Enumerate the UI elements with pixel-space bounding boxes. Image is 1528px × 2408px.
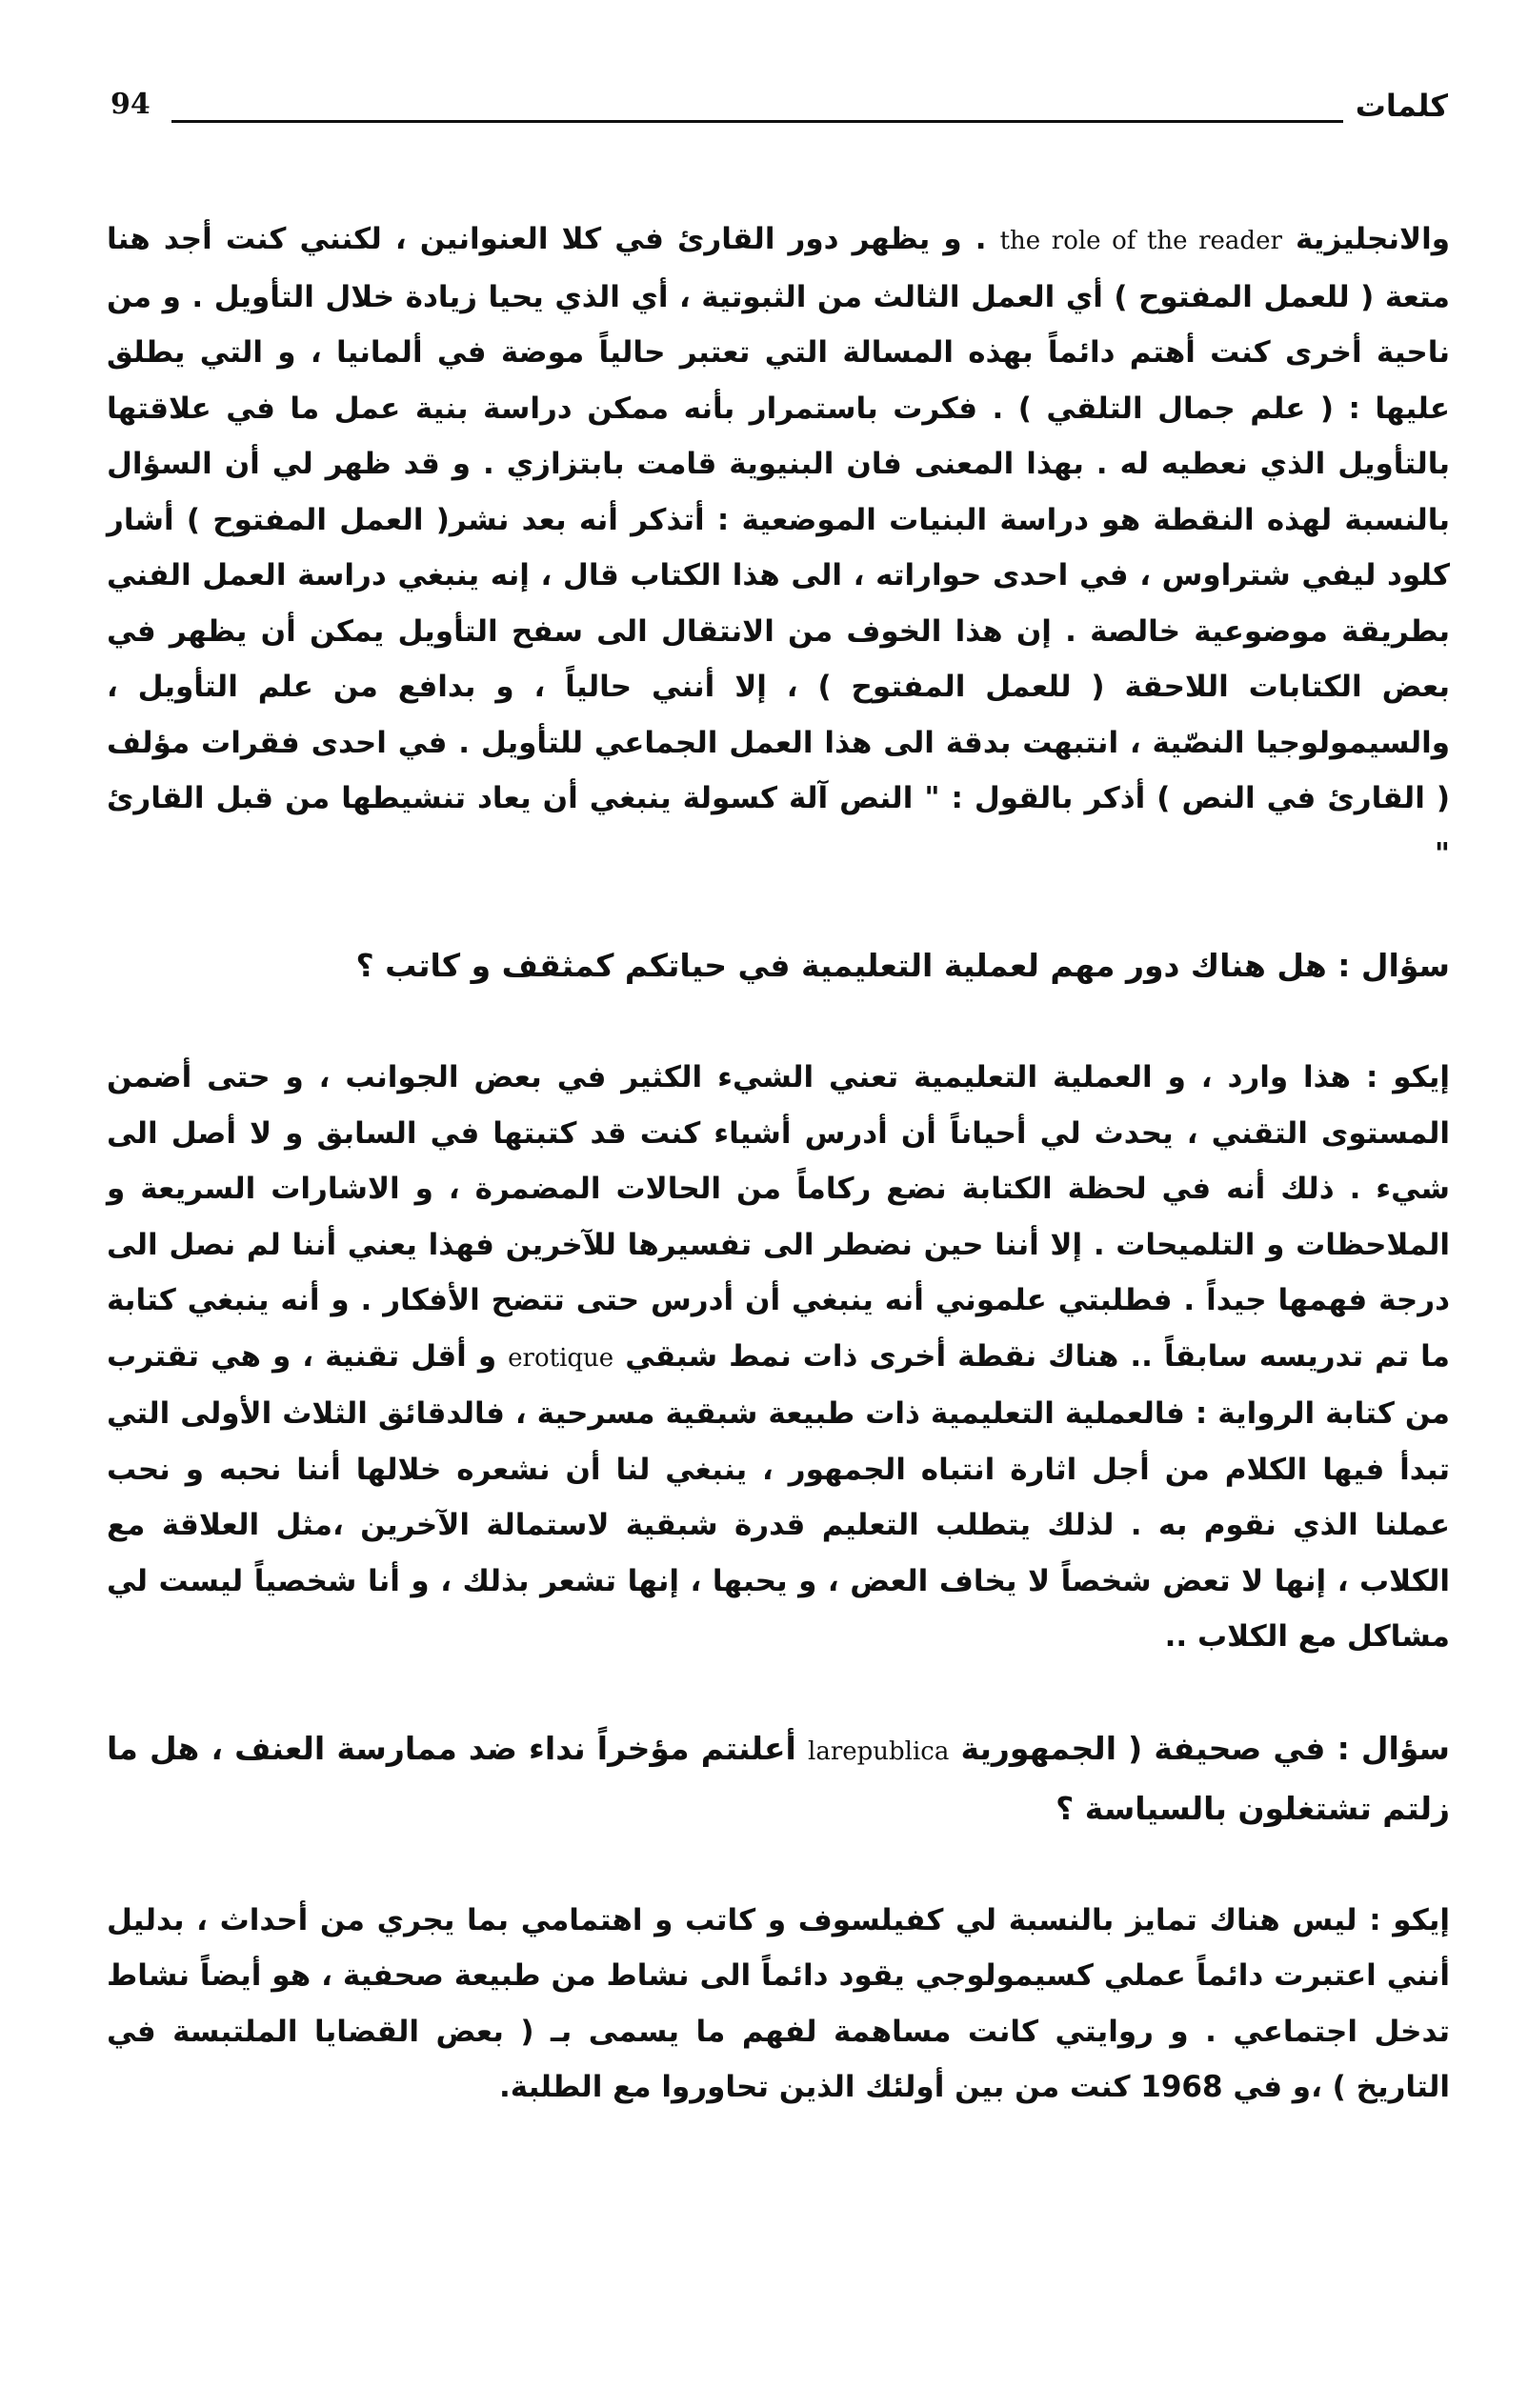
- paragraph-gap: [107, 882, 1450, 937]
- running-header: [105, 88, 1448, 135]
- answer-1-start: إيكو : هذا وارد ، و العملية التعليمية تعني الشيء الكثير في بعض الجوانب ، و حتى أضمن المستوى التقني ، يحدث لي أحياناً أن أدرس أشياء كنت قد كتبتها في السابق و لا أصل الى شيء . ذلك أنه في لحظة الكتابة نضع ركاماً من الحالات المضمرة ، و الاشارات السريعة و الملاحظات و التلميحات . إلا أننا حين نضطر الى تفسيرها للآخرين فهذا يعني أننا لم نصل الى درجة فهمها جيداً . فطلبتي علموني أنه ينبغي أن أدرس حتى تتضح الأفكار . و أنه ينبغي كتابة ما تم تدريسه سابقاً .. هناك نقطة أخرى ذات نمط شبقي: [107, 1060, 1451, 1374]
- question-2: [107, 1720, 1450, 1837]
- answer-1-latin-word: erotique: [508, 1343, 614, 1373]
- question-1: سؤال : هل هناك دور مهم لعملية التعليمية في حياتكم كمثقف و كاتب ؟: [355, 947, 1450, 984]
- header-rule: [171, 120, 1343, 123]
- paragraph-gap: [107, 1665, 1450, 1720]
- paragraph-1-start: والانجليزية: [1296, 222, 1450, 256]
- question-2-latin-word: larepublica: [808, 1736, 950, 1766]
- question-2-rest: أعلنتم مؤخراً نداء ضد ممارسة العنف ، هل ما زلتم تشتغلون بالسياسة ؟: [107, 1729, 1450, 1827]
- paragraph-gap: [107, 994, 1450, 1050]
- paragraph-1: [107, 211, 1450, 882]
- answer-2: إيكو : ليس هناك تمايز بالنسبة لي كفيلسوف و كاتب و اهتمامي بما يجري من أحداث ، بدليل أنني اعتبرت دائماً عملي كسيمولوجي يقود دائماً الى نشاط من طبيعة صحفية ، هو أيضاً نشاط تدخل اجتماعي . و روايتي كانت مساهمة لفهم ما يسمى بـ ( بعض القضايا الملتبسة في التاريخ ) ،و في 1968 كنت من بين أولئك الذين تحاوروا مع الطلبة.: [107, 1902, 1450, 2104]
- answer-1: [107, 1050, 1450, 1665]
- page-body: [107, 211, 1450, 2116]
- paragraph-gap: [107, 1837, 1450, 1893]
- paragraph-1-latin-phrase: the role of the reader: [999, 227, 1282, 255]
- page-number: 94: [111, 88, 151, 121]
- answer-1-rest: و أقل تقنية ، و هي تقترب من كتابة الرواية : فالعملية التعليمية ذات طبيعة شبقية مسرحية ، فالدقائق الثلاث الأولى التي تبدأ فيها الكلام من أجل اثارة انتباه الجمهور ، ينبغي لنا أن نشعره خلالها أننا نحبه و نحب عملنا الذي نقوم به . لذلك يتطلب التعليم قدرة شبقية لاستمالة الآخرين ،مثل العلاقة مع الكلاب ، إنها لا تعض شخصاً لا يخاف العض ، و يحبها ، إنها تشعر بذلك ، و أنا شخصياً ليست لي مشاكل مع الكلاب ..: [107, 1338, 1450, 1654]
- question-2-start: سؤال : في صحيفة ( الجمهورية: [960, 1729, 1450, 1767]
- paragraph-1-rest: . و يظهر دور القارئ في كلا العنوانين ، لكنني كنت أجد هنا متعة ( للعمل المفتوح ) أي العمل الثالث من الثبوتية ، أي الذي يحيا زيادة خلال التأويل . و من ناحية أخرى كنت أهتم دائماً بهذه المسالة التي تعتبر حالياً موضة في ألمانيا ، و التي يطلق عليها : ( علم جمال التلقي ) . فكرت باستمرار بأنه ممكن دراسة بنية عمل ما في علاقتها بالتأويل الذي نعطيه له . بهذا المعنى فان البنيوية قامت بابتزازي . و قد ظهر لي أن السؤال بالنسبة لهذه النقطة هو دراسة البنيات الموضعية : أتذكر أنه بعد نشر( العمل المفتوح ) أشار كلود ليفي شتراوس ، في احدى حواراته ، الى هذا الكتاب قال ، إنه ينبغي دراسة العمل الفني بطريقة موضوعية خالصة . إن هذا الخوف من الانتقال الى سفح التأويل يمكن أن يظهر في بعض الكتابات اللاحقة ( للعمل المفتوح ) ، إلا أنني حالياً ، و بدافع من علم التأويل ، والسيمولوجيا النصّية ، انتبهت بدقة الى هذا العمل الجماعي للتأويل . في احدى فقرات مؤلف ( القارئ في النص ) أذكر بالقول : " النص آلة كسولة ينبغي أن يعاد تنشيطها من قبل القارئ ": [107, 222, 1450, 872]
- running-title: كلمات: [1355, 88, 1448, 124]
